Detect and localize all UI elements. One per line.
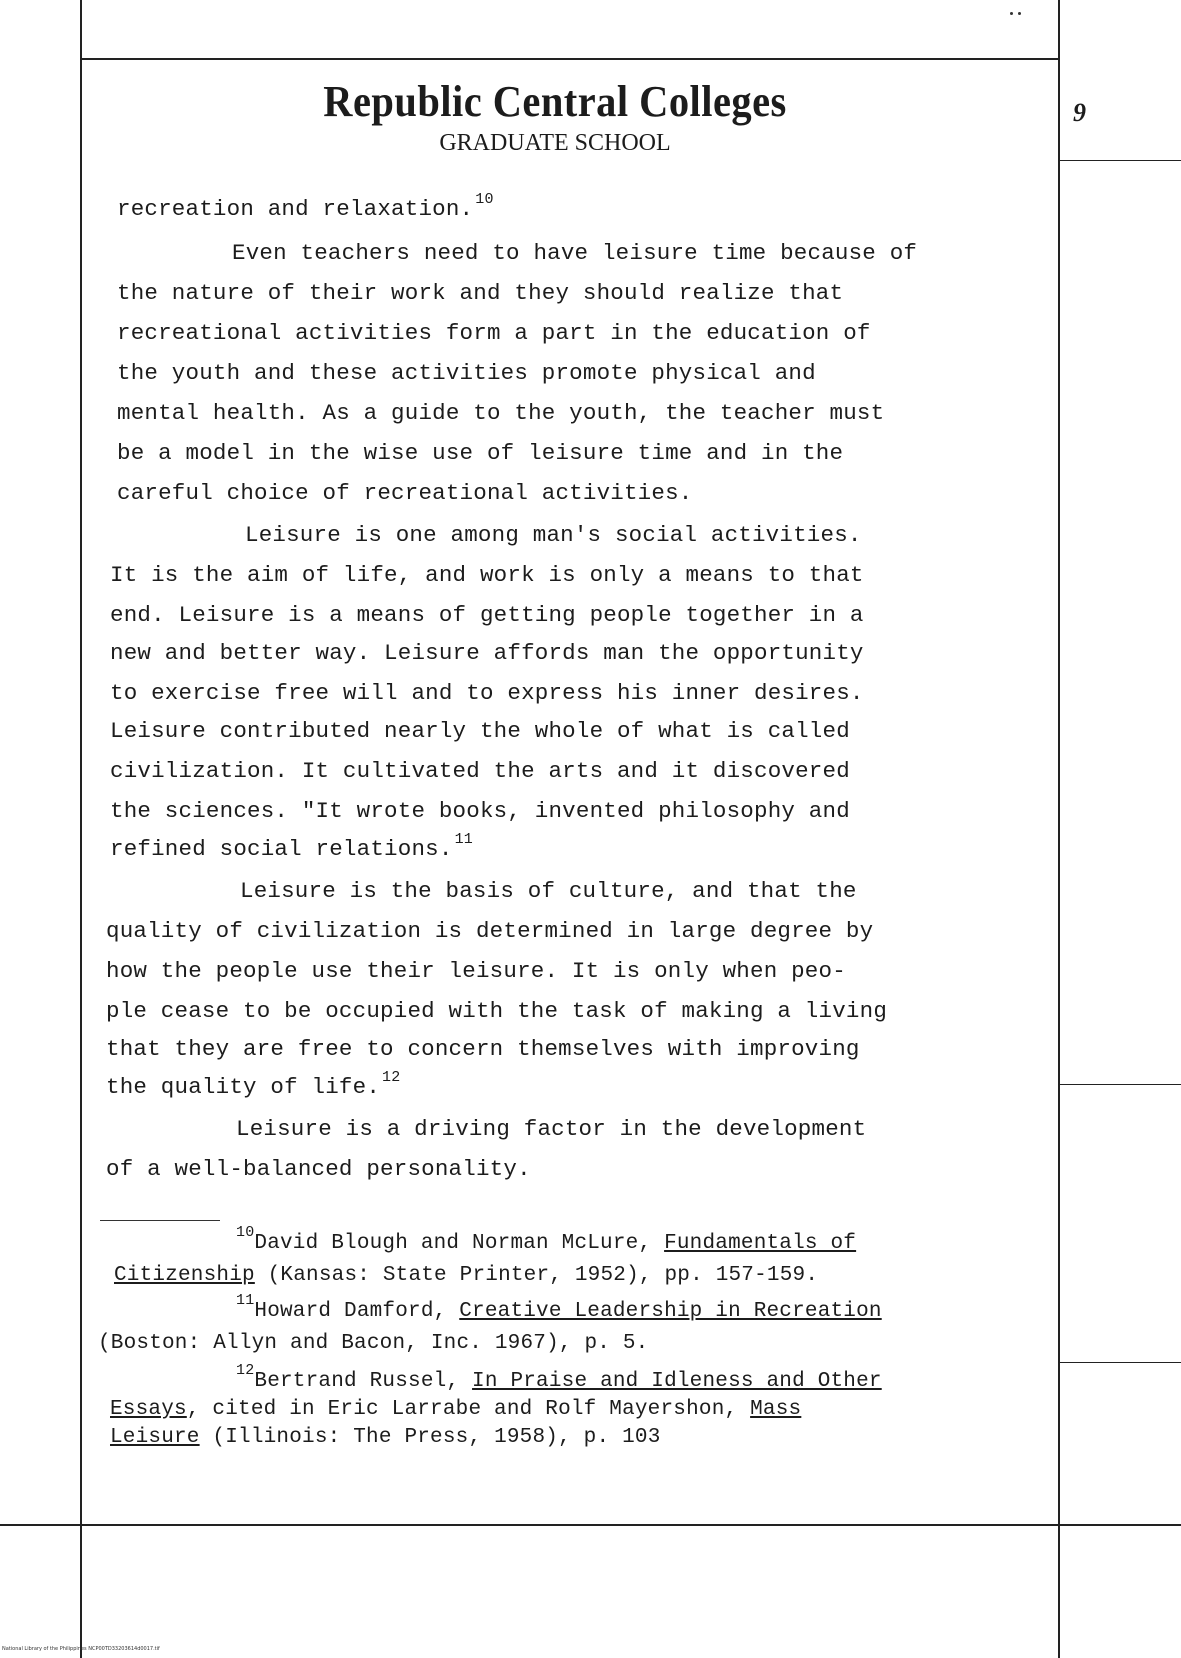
bottom-rule xyxy=(0,1524,1181,1526)
body-text: the quality of life. xyxy=(106,1074,381,1100)
edge-rule-1 xyxy=(1058,160,1181,161)
body-line: civilization. It cultivated the arts and it discovered xyxy=(110,758,850,784)
body-line: to exercise free will and to express his inner desires. xyxy=(110,680,864,706)
body-line: Leisure contributed nearly the whole of what is called xyxy=(110,718,850,744)
footnote-text: David Blough and Norman McLure, xyxy=(254,1232,665,1255)
footnote-text: Bertrand Russel, xyxy=(254,1370,473,1393)
footnote-title: Fundamentals of xyxy=(664,1232,857,1255)
footnote-ref: 11 xyxy=(454,831,473,848)
footnote-ref: 10 xyxy=(475,191,494,208)
body-line: careful choice of recreational activities. xyxy=(117,480,693,506)
body-line: the youth and these activities promote physical and xyxy=(117,360,816,386)
body-line: new and better way. Leisure affords man the opportunity xyxy=(110,640,864,666)
scan-source-label: National Library of the Philippines NCP00TD33203614d0017.tif xyxy=(2,1646,160,1652)
body-line xyxy=(110,831,473,862)
footnote-text: Howard Damford, xyxy=(254,1300,460,1323)
body-line: how the people use their leisure. It is only when peo- xyxy=(106,958,846,984)
footnote-line xyxy=(234,1224,857,1255)
institution-name: Republic Central Colleges xyxy=(323,77,787,126)
body-line xyxy=(106,1069,401,1100)
top-rule xyxy=(80,58,1058,60)
page-number: 9 xyxy=(1073,98,1086,127)
body-line: be a model in the wise use of leisure time and in the xyxy=(117,440,844,466)
footnote-line xyxy=(234,1362,882,1393)
footnote-line xyxy=(114,1264,818,1287)
footnote-separator xyxy=(100,1220,220,1221)
body-line: Leisure is one among man's social activities. xyxy=(245,522,862,548)
scan-speck xyxy=(1018,12,1021,15)
footnote-title: Essays xyxy=(110,1398,187,1421)
footnote-text: , cited in Eric Larrabe and Rolf Mayershon, xyxy=(186,1398,751,1421)
edge-rule-2 xyxy=(1058,1084,1181,1085)
body-line: Leisure is the basis of culture, and that the xyxy=(240,878,857,904)
footnote-ref: 12 xyxy=(382,1069,401,1086)
left-margin-rule xyxy=(80,0,82,1658)
footnote-title: In Praise and Idleness and Other xyxy=(472,1370,882,1393)
right-margin-rule xyxy=(1058,0,1060,1658)
edge-rule-3 xyxy=(1058,1362,1181,1363)
footnote-line xyxy=(110,1398,801,1421)
footnote-line xyxy=(110,1426,661,1449)
body-line xyxy=(117,191,494,222)
body-line: that they are free to concern themselves with improving xyxy=(106,1036,860,1062)
footnote-title: Leisure xyxy=(110,1426,200,1449)
footnote-text: (Illinois: The Press, 1958), p. 103 xyxy=(199,1426,661,1449)
body-text: refined social relations. xyxy=(110,836,453,862)
body-line: mental health. As a guide to the youth, the teacher must xyxy=(117,400,885,426)
body-line: Even teachers need to have leisure time because of xyxy=(232,240,918,266)
footnote-title: Creative Leadership in Recreation xyxy=(459,1300,882,1323)
footnote-line: (Boston: Allyn and Bacon, Inc. 1967), p. 5. xyxy=(98,1332,649,1355)
department-name: GRADUATE SCHOOL xyxy=(439,130,671,156)
body-line: the nature of their work and they should realize that xyxy=(117,280,844,306)
body-line: quality of civilization is determined in large degree by xyxy=(106,918,874,944)
body-line: It is the aim of life, and work is only a means to that xyxy=(110,562,864,588)
body-line: the sciences. "It wrote books, invented philosophy and xyxy=(110,798,850,824)
footnote-title: Citizenship xyxy=(114,1264,255,1287)
body-line: end. Leisure is a means of getting people together in a xyxy=(110,602,864,628)
footnote-line xyxy=(234,1292,882,1323)
body-text: recreation and relaxation. xyxy=(117,196,474,222)
footnote-title: Mass xyxy=(750,1398,802,1421)
body-line: ple cease to be occupied with the task of making a living xyxy=(106,998,888,1024)
footnote-number: 11 xyxy=(236,1292,255,1309)
footnote-text: (Kansas: State Printer, 1952), pp. 157-159. xyxy=(254,1264,819,1287)
body-line: of a well-balanced personality. xyxy=(106,1156,531,1182)
scan-speck xyxy=(1010,12,1013,15)
footnote-number: 12 xyxy=(236,1362,255,1379)
footnote-number: 10 xyxy=(236,1224,255,1241)
body-line: Leisure is a driving factor in the development xyxy=(236,1116,867,1142)
body-line: recreational activities form a part in the education of xyxy=(117,320,871,346)
